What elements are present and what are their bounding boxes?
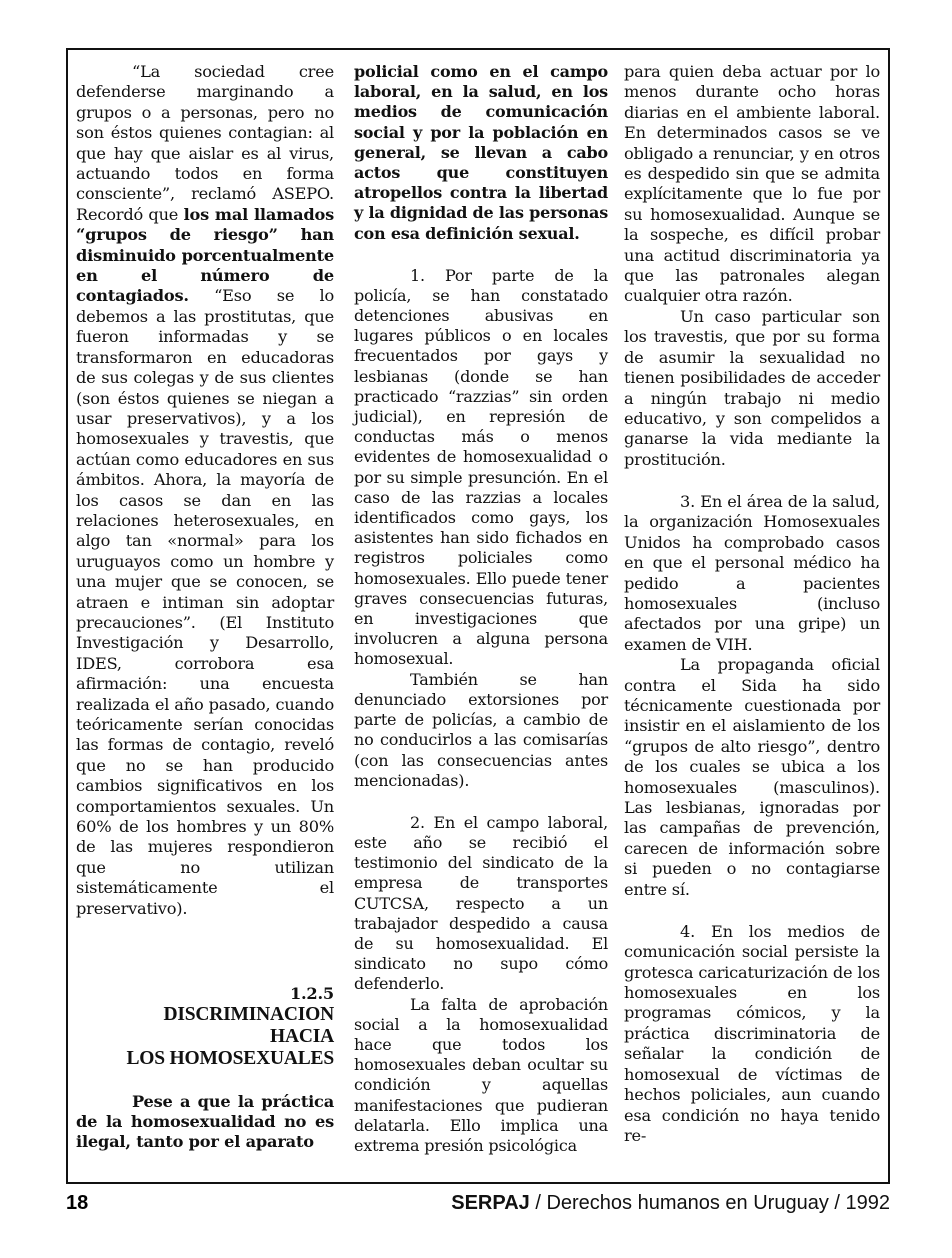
- paragraph: 2. En el campo laboral, este año se recibió el testimonio del sindicato de la empresa de transportes CUTCSA, respecto a un trabajador despedido a causa de su homosexualidad. El sindicato no supo cómo defenderlo.: [354, 812, 608, 994]
- publisher-name: SERPAJ: [451, 1192, 530, 1214]
- text-column-1: [76, 62, 334, 1153]
- paragraph: La falta de aprobación social a la homosexualidad hace que todos los homosexuales deban ocultar su condición y aquellas manifestaciones que pudieran delatarla. Ello implica una extrema presión psicológica: [354, 994, 608, 1155]
- publication-title: / Derechos humanos en Uruguay / 1992: [529, 1192, 890, 1214]
- text-column-3: [624, 62, 880, 1146]
- paragraph: 1. Por parte de la policía, se han constatado detenciones abusivas en lugares públicos o en locales frecuentados por gays y lesbianas (donde se han practicado “razzias” sin orden judicial), en represión de conductas más o menos evidentes de homosexualidad o por su simple presunción. En el caso de las razzias a locales identificados como gays, los asistentes han sido fichados en registros policiales como homosexuales. Ello puede tener graves consecuencias futuras, en investigaciones que involucren a alguna persona homosexual.: [354, 265, 608, 669]
- text-column-2: [354, 62, 608, 1156]
- section-title-line: HACIA: [269, 1026, 334, 1048]
- section-title-line: DISCRIMINACION: [163, 1004, 334, 1026]
- paragraph-bold: policial como en el campo laboral, en la salud, en los medios de comunicación social y por la población en general, se llevan a cabo actos que constituyen atropellos contra la libertad y la dignidad de las personas con esa definición sexual.: [354, 62, 609, 243]
- paragraph: [76, 62, 334, 919]
- page-number: 18: [66, 1192, 89, 1214]
- paragraph-bold-text: los mal llamados “grupos de riesgo” han disminuido porcentualmente en el número de contagiados.: [76, 204, 334, 306]
- running-footer: [451, 1192, 890, 1215]
- paragraph: 4. En los medios de comunicación social persiste la grotesca caricaturización de los homosexuales en los programas cómicos, y la práctica discriminatoria de señalar la condición de homosexual de víctimas de hechos policiales, aun cuando esa condición no haya tenido re-: [624, 921, 880, 1145]
- paragraph-text: “La sociedad cree defenderse marginando a grupos o a personas, pero no son éstos quienes contagian: al que hay que aislar es al virus, actuando todos en forma consciente”, reclamó ASEPO. Recordó que: [76, 62, 334, 224]
- paragraph: La propaganda oficial contra el Sida ha sido técnicamente cuestionada por insistir en el aislamiento de los “grupos de alto riesgo”, dentro de los cuales se ubica a los homosexuales (masculinos). Las lesbianas, ignoradas por las campañas de prevención, carecen de información sobre si pueden o no contagiarse entre sí.: [624, 655, 880, 899]
- paragraph: Un caso particular son los travestis, que por su forma de asumir la sexualidad no tienen posibilidades de acceder a ningún trabajo ni medio educativo, y son compelidos a ganarse la vida mediante la prostitución.: [624, 306, 880, 469]
- paragraph: 3. En el área de la salud, la organización Homosexuales Unidos ha comprobado casos en que el personal médico ha pedido a pacientes homosexuales (incluso afectados por una gripe) un examen de VIH.: [624, 491, 880, 654]
- section-number: 1.2.5: [289, 984, 334, 1004]
- paragraph-bold: Pese a que la práctica de la homosexualidad no es ilegal, tanto por el aparato: [76, 1091, 334, 1152]
- page-footer: [0, 1192, 952, 1222]
- paragraph: para quien deba actuar por lo menos durante ocho horas diarias en el ambiente laboral. En determinados casos se ve obligado a renunciar, y en otros es despedido sin que se admita explícitamente que lo fue por su homosexualidad. Aunque se la sospeche, es difícil probar una actitud discriminatoria ya que las patronales alegan cualquier otra razón.: [624, 62, 880, 306]
- section-title-line: LOS HOMOSEXUALES: [126, 1048, 334, 1070]
- paragraph-text: “Eso se lo debemos a las prostitutas, que fueron informadas y se transformaron en educadoras de sus colegas y de sus clientes (son éstos quienes se niegan a usar preservativos), y a los homosexuales y travestis, que actúan como educadores en sus ámbitos. Ahora, la mayoría de los casos se dan en las relaciones heterosexuales, en algo tan «normal» para los uruguayos como un hombre y una mujer que se conocen, se atraen e intiman sin adoptar precauciones”. (El Instituto Investigación y Desarrollo, IDES, corrobora esa afirmación: una encuesta realizada el año pasado, cuando teóricamente serían conocidas las formas de contagio, reveló que no se han producido cambios significativos en los comportamientos sexuales. Un 60% de los hombres y un 80% de las mujeres respondieron que no utilizan sistemáticamente el preservativo).: [76, 286, 334, 918]
- paragraph: También se han denunciado extorsiones por parte de policías, a cambio de no conducirlos a las comisarías (con las consecuencias antes mencionadas).: [354, 669, 608, 790]
